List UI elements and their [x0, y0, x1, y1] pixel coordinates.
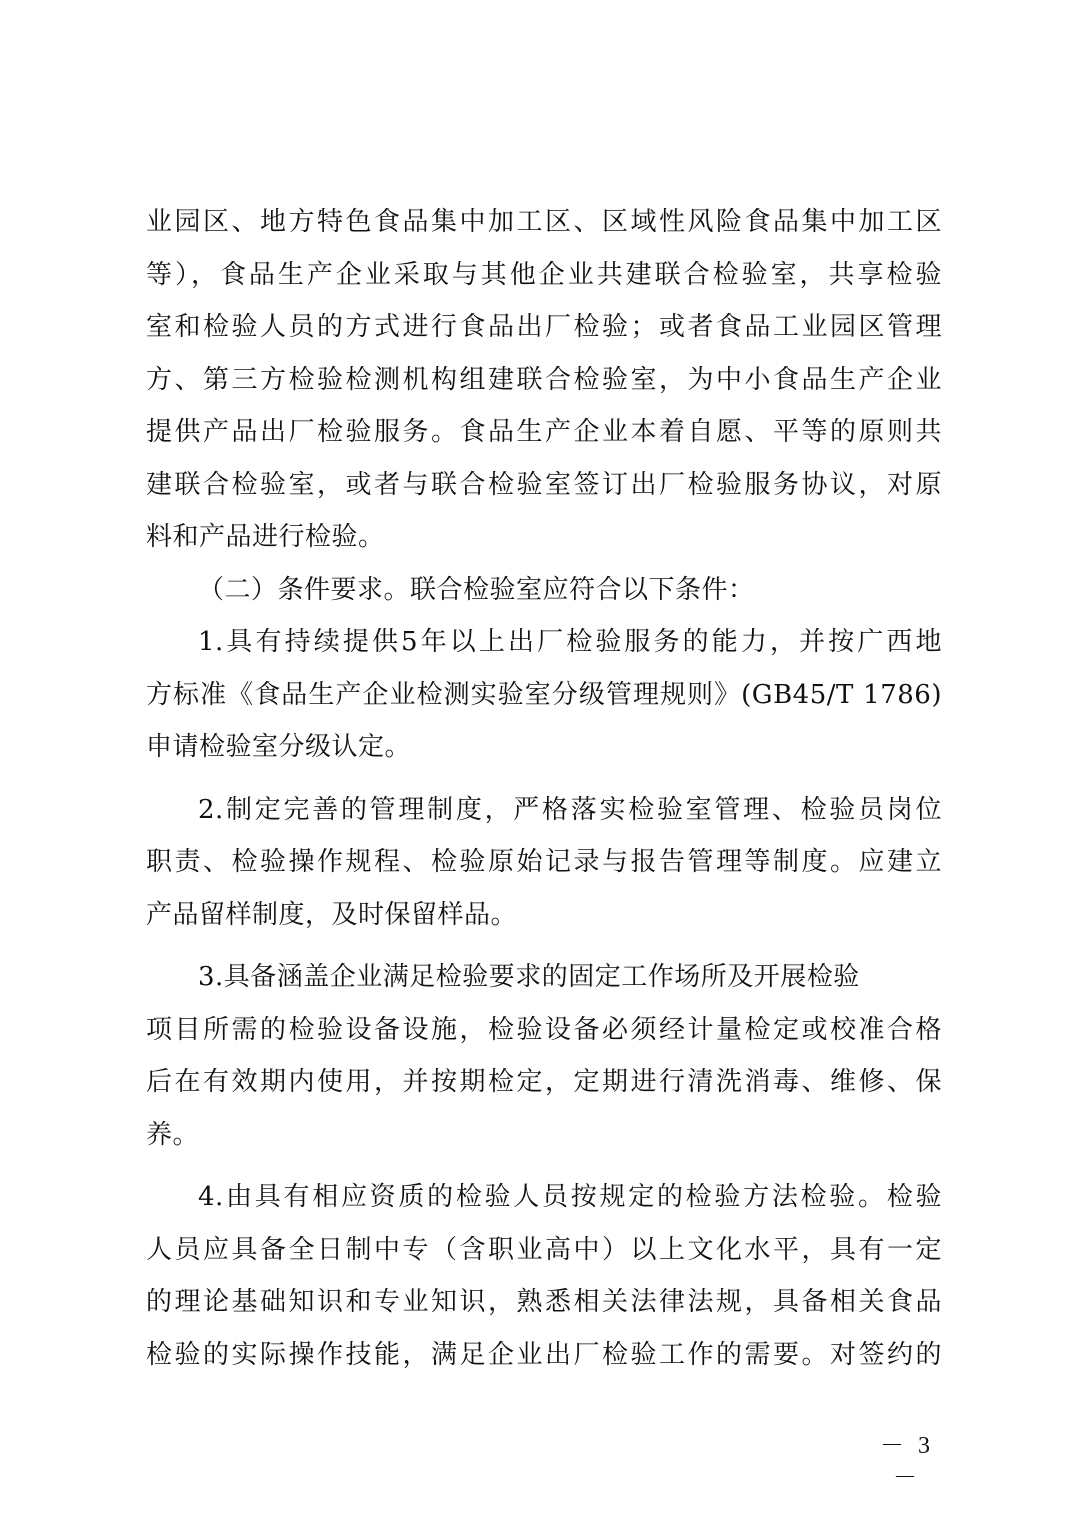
- document-body: [146, 196, 942, 1381]
- text-line: 料和产品进行检验。: [146, 522, 385, 552]
- text-line: 3.具备涵盖企业满足检验要求的固定工作场所及开展检验: [198, 962, 860, 992]
- text-line: 申请检验室分级认定。: [146, 732, 412, 762]
- paragraph-gap: [146, 1161, 942, 1171]
- text-line: 检验的实际操作技能，满足企业出厂检验工作的需要。对签约的: [146, 1339, 942, 1370]
- text-line: 提供产品出厂检验服务。食品生产企业本着自愿、平等的原则共: [146, 417, 942, 447]
- text-line: 职责、检验操作规程、检验原始记录与报告管理等制度。应建立: [146, 847, 942, 877]
- text-line: 项目所需的检验设备设施，检验设备必须经计量检定或校准合格: [146, 1014, 942, 1045]
- text-line: 建联合检验室，或者与联合检验室签订出厂检验服务协议，对原: [146, 469, 942, 500]
- text-line: 4.由具有相应资质的检验人员按规定的检验方法检验。检验: [198, 1182, 942, 1212]
- text-line: 室和检验人员的方式进行食品出厂检验；或者食品工业园区管理: [146, 312, 942, 342]
- text-line: 产品留样制度，及时保留样品。: [146, 899, 518, 930]
- text-line: 方、第三方检验检测机构组建联合检验室，为中小食品生产企业: [146, 364, 942, 395]
- text-line: 的理论基础知识和专业知识，熟悉相关法律法规，具备相关食品: [146, 1287, 942, 1317]
- text-line: 2.制定完善的管理制度，严格落实检验室管理、检验员岗位: [198, 794, 942, 825]
- text-line: 人员应具备全日制中专（含职业高中）以上文化水平，具有一定: [146, 1234, 942, 1265]
- text-line: 业园区、地方特色食品集中加工区、区域性风险食品集中加工区: [146, 207, 942, 237]
- paragraph-gap: [146, 941, 942, 951]
- text-line: 等），食品生产企业采取与其他企业共建联合检验室，共享检验: [146, 259, 942, 290]
- paragraph-gap: [146, 774, 942, 784]
- text-line: 1.具有持续提供5年以上出厂检验服务的能力，并按广西地: [198, 627, 942, 657]
- section-heading: （二）条件要求。联合检验室应符合以下条件：: [198, 574, 755, 605]
- text-line: 养。: [146, 1119, 200, 1150]
- page-number: － 3 －: [880, 1433, 934, 1491]
- text-line: 方标准《食品生产企业检测实验室分级管理规则》(GB45/T 1786): [146, 679, 942, 710]
- text-line: 后在有效期内使用，并按期检定，定期进行清洗消毒、维修、保: [146, 1067, 942, 1097]
